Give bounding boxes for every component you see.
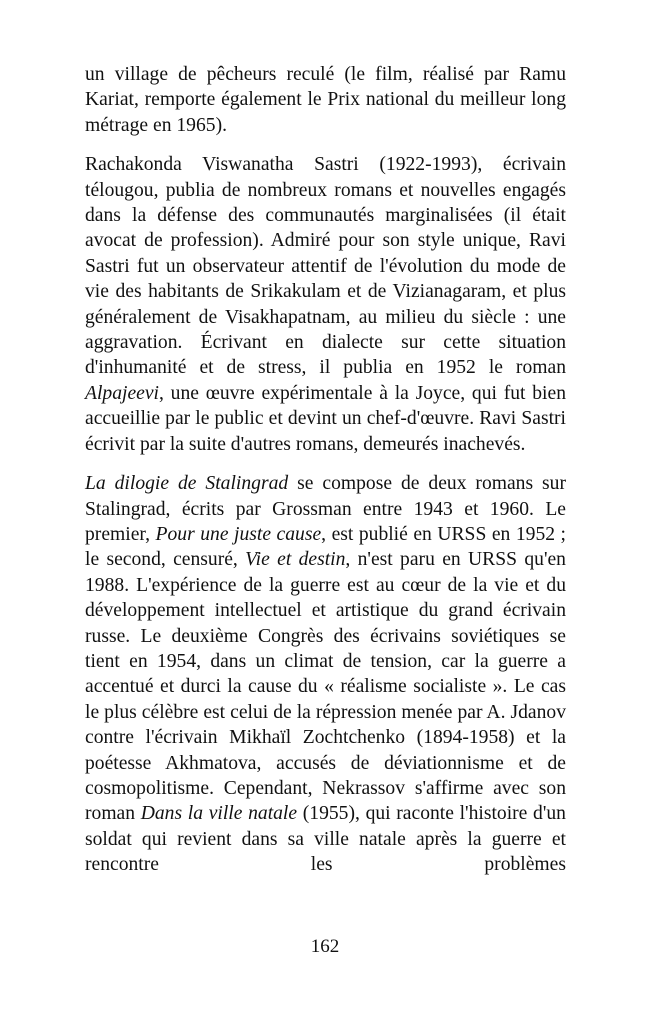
paragraph-1 xyxy=(85,62,566,138)
paragraph-2-text-a: Rachakonda Viswanatha Sastri (1922-1993), écrivain télougou, publia de nombreux romans et nouvelles engagés dans la défense des communautés marginalisées (il était avocat de profession). Admiré pour son style unique, Ravi Sastri fut un observateur attentif de l'évolution du mode de vie des habitants de Srikakulam et de Vizianagaram, et plus généralement de Visakhapatnam, au milieu du siècle : une aggravation. Écrivant en dialecte sur cette situation d'inhumanité et de stress, il publia en 1952 le roman xyxy=(85,154,566,379)
book-title-vie-destin: Vie et destin xyxy=(245,549,346,571)
paragraph-3-text-a: se compose de deux romans sur Stalingrad, écrits par Grossman entre 1943 et 1960. Le premier, xyxy=(85,473,566,545)
page-number: 162 xyxy=(310,936,340,957)
book-title-stalingrad: La dilogie de Stalingrad xyxy=(85,473,289,495)
page-body xyxy=(85,62,566,892)
paragraph-1-text: un village de pêcheurs reculé (le film, réalisé par Ramu Kariat, remporte également le Prix national du meilleur long métrage en 1965). xyxy=(85,64,566,136)
paragraph-3-text-c: , n'est paru en URSS qu'en 1988. L'expérience de la guerre est au cœur de la vie et du développement intellectuel et artistique du grand écrivain russe. Le deuxième Congrès des écrivains soviétiques se tient en 1954, dans un climat de tension, car la guerre a accentué et durci la cause du « réalisme socialiste ». Le cas le plus célèbre est celui de la répression menée par A. Jdanov contre l'écrivain Mikhaïl Zochtchenko (1894-1958) et la poétesse Akhmatova, accusés de déviationnisme et de cosmopolitisme. Cependant, Nekrassov s'affirme avec son roman xyxy=(85,549,566,825)
paragraph-3 xyxy=(85,471,566,878)
paragraph-2-text-b: , une œuvre expérimentale à la Joyce, qui fut bien accueillie par le public et devint un chef-d'œuvre. Ravi Sastri écrivit par la suite d'autres romans, demeurés inachevés. xyxy=(85,382,566,455)
paragraph-3-text-b: , est publié en URSS en 1952 ; le second, censuré, xyxy=(85,523,566,571)
book-title-alpajeevi: Alpajeevi xyxy=(85,382,159,404)
book-title-juste-cause: Pour une juste cause xyxy=(155,523,322,545)
paragraph-3-text-d: (1955), qui raconte l'histoire d'un soldat qui revient dans sa ville natale après la guerre et rencontre les problèmes xyxy=(85,803,566,876)
book-title-ville-natale: Dans la ville natale xyxy=(140,803,298,825)
paragraph-2 xyxy=(85,152,566,457)
